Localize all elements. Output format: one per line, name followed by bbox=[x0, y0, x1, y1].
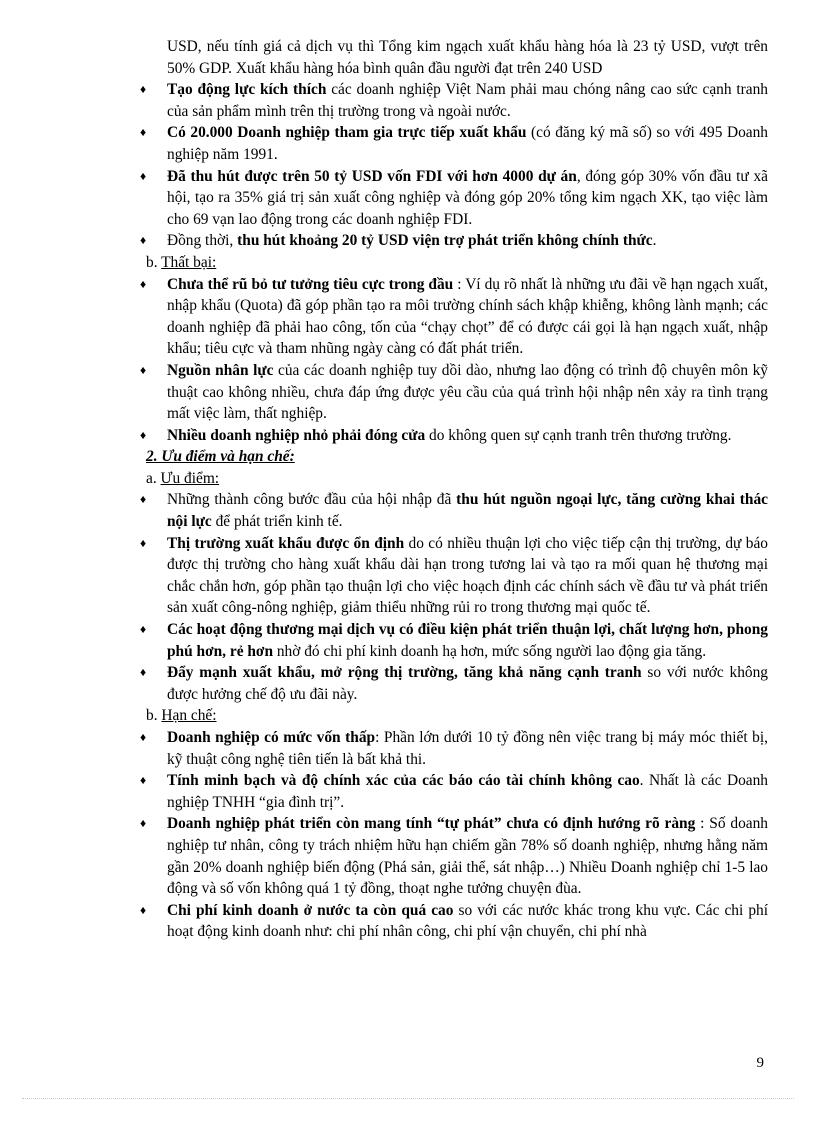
item-text: do không quen sự cạnh tranh trên thương trường. bbox=[425, 426, 732, 444]
list-item bbox=[140, 727, 768, 770]
subheading-uu-diem bbox=[140, 468, 768, 490]
page-content bbox=[140, 36, 768, 943]
list-item bbox=[140, 230, 768, 252]
bold-phrase: Tạo động lực kích thích bbox=[167, 81, 327, 99]
bold-phrase: Doanh nghiệp phát triển còn mang tính “tự phát” chưa có định hướng rõ ràng bbox=[167, 815, 696, 833]
bold-phrase: Nguồn nhân lực bbox=[167, 361, 274, 379]
bold-phrase: Chưa thể rũ bỏ tư tưởng tiêu cực trong đầu bbox=[167, 275, 454, 293]
item-text: Đồng thời, bbox=[167, 232, 238, 250]
bold-phrase: Chi phí kinh doanh ở nước ta còn quá cao bbox=[167, 901, 454, 919]
subheading-han-che bbox=[140, 705, 768, 727]
section-heading: 2. Ưu điểm và hạn chế: bbox=[146, 448, 295, 466]
diamond-bullet-icon: ♦ bbox=[140, 233, 147, 248]
diamond-bullet-icon: ♦ bbox=[140, 535, 147, 550]
list-item bbox=[140, 489, 768, 532]
item-text: : Ví dụ rõ nhất là những ưu đãi về hạn ngạch xuất, nhập khẩu (Quota) đã góp phần tạo ra môi trường chính sách khập khiễng, không lành mạnh; các doanh nghiệp đã phải hao công, tốn của “chạy chọt” để có được cái gọi là hạn ngạch xuất, nhập khẩu; tiêu cực và tham nhũng ngày càng có đất phát triển. bbox=[167, 275, 768, 358]
list-item bbox=[140, 533, 768, 619]
item-text: nhờ đó chi phí kinh doanh hạ hơn, mức sống người lao động gia tăng. bbox=[273, 642, 707, 660]
diamond-bullet-icon: ♦ bbox=[140, 125, 147, 140]
item-text: (có đăng ký mã số) so với 495 Doanh nghiệp năm 1991. bbox=[167, 124, 768, 163]
list-item bbox=[140, 770, 768, 813]
bold-phrase: thu hút khoảng 20 tỷ USD viện trợ phát triển không chính thức bbox=[237, 232, 653, 250]
item-text: so với các nước khác trong khu vực. Các chi phí hoạt động kinh doanh như: chi phí nhân công, chi phí vận chuyển, chi phí nhà bbox=[167, 901, 768, 941]
subheading-label: Hạn chế: bbox=[161, 707, 217, 725]
list-item bbox=[140, 900, 768, 943]
subheading-prefix: b. bbox=[146, 707, 162, 725]
subheading-label: Thất bại: bbox=[161, 253, 217, 271]
diamond-bullet-icon: ♦ bbox=[140, 902, 147, 917]
bold-phrase: Tính minh bạch và độ chính xác của các báo cáo tài chính không cao bbox=[167, 772, 640, 790]
item-text: do có nhiều thuận lợi cho việc tiếp cận thị trường, dự báo được thị trường cho hàng xuất khẩu dài hạn trong tương lai và tạo ra mối quan hệ thương mại chắc chắn hơn, góp phần tạo thuận lợi cho việc hoạch định các chính sách về đầu tư và phát triển sản xuất công-nông nghiệp, giảm thiểu những rủi ro trong thương mại quốc tế. bbox=[167, 534, 768, 617]
bold-phrase: thu hút nguồn ngoại lực, tăng cường khai thác nội lực bbox=[167, 491, 768, 531]
page-number: 9 bbox=[756, 1055, 764, 1071]
list-item bbox=[140, 122, 768, 165]
subheading-label: Ưu điểm: bbox=[160, 469, 220, 487]
bold-phrase: Nhiều doanh nghiệp nhỏ phải đóng cửa bbox=[167, 426, 426, 444]
diamond-bullet-icon: ♦ bbox=[140, 816, 147, 831]
bold-phrase: Đẩy mạnh xuất khẩu, mở rộng thị trường, tăng khả năng cạnh tranh bbox=[167, 664, 642, 682]
bold-phrase: Đã thu hút được trên 50 tỷ USD vốn FDI với hơn 4000 dự án bbox=[167, 167, 577, 185]
list-item bbox=[140, 360, 768, 425]
item-text: : Số doanh nghiệp tư nhân, công ty trách nhiệm hữu hạn chiếm gần 78% số doanh nghiệp, nhưng hằng năm gần 20% doanh nghiệp biến động (Phá sản, giải thể, sát nhập…) Nhiều Doanh nghiệp chỉ 1-5 lao động và số vốn không quá 1 tỷ đồng, thoạt nghe tưởng chuyện đùa. bbox=[167, 815, 769, 898]
list-item bbox=[140, 166, 768, 231]
item-text: các doanh nghiệp Việt Nam phải mau chóng nâng cao sức cạnh tranh của sản phẩm mình trên thị trường trong và ngoài nước. bbox=[167, 81, 768, 120]
item-text: . bbox=[652, 232, 657, 250]
diamond-bullet-icon: ♦ bbox=[140, 730, 147, 744]
list-item bbox=[140, 813, 768, 899]
bold-phrase: Có 20.000 Doanh nghiệp tham gia trực tiếp xuất khẩu bbox=[167, 124, 527, 142]
list-item bbox=[140, 662, 768, 705]
page-footer-divider bbox=[22, 1098, 794, 1099]
subheading-prefix: b. bbox=[146, 253, 162, 271]
diamond-bullet-icon: ♦ bbox=[140, 362, 147, 377]
bold-phrase: Doanh nghiệp có mức vốn thấp bbox=[167, 729, 376, 746]
subheading-that-bai bbox=[140, 252, 768, 274]
diamond-bullet-icon: ♦ bbox=[140, 168, 147, 183]
list-item bbox=[140, 425, 768, 447]
diamond-bullet-icon: ♦ bbox=[140, 665, 147, 680]
item-text: của các doanh nghiệp tuy dồi dào, nhưng lao động có trình độ chuyên môn kỹ thuật cao không nhiều, chưa đáp ứng được yêu cầu của quá trình hội nhập nên xảy ra tình trạng mất việc làm, thất nghiệp. bbox=[167, 361, 768, 423]
item-text: so với nước không được hưởng chế độ ưu đãi này. bbox=[167, 664, 768, 703]
diamond-bullet-icon: ♦ bbox=[140, 276, 147, 291]
list-item bbox=[140, 619, 768, 662]
bold-phrase: Thị trường xuất khẩu được ổn định bbox=[167, 534, 405, 552]
item-text: . Nhất là các Doanh nghiệp TNHH “gia đình trị”. bbox=[167, 772, 768, 811]
item-text: , đóng góp 30% vốn đầu tư xã hội, tạo ra 35% giá trị sản xuất công nghiệp và đóng góp 20% tổng kim ngạch XK, tạo việc làm cho 69 vạn lao động trong các doanh nghiệp FDI. bbox=[167, 167, 768, 228]
item-text: : Phần lớn dưới 10 tỷ đồng nên việc trang bị máy móc thiết bị, kỹ thuật công nghệ tiên tiến là bất khả thi. bbox=[167, 729, 768, 768]
list-item bbox=[140, 274, 768, 360]
diamond-bullet-icon: ♦ bbox=[140, 492, 147, 507]
paragraph-continuation: USD, nếu tính giá cả dịch vụ thì Tổng kim ngạch xuất khẩu hàng hóa là 23 tỷ USD, vượt trên 50% GDP. Xuất khẩu hàng hóa bình quân đầu người đạt trên 240 USD bbox=[167, 38, 768, 77]
subheading-prefix: a. bbox=[146, 469, 161, 487]
list-item bbox=[140, 79, 768, 122]
item-text: Những thành công bước đầu của hội nhập đã bbox=[167, 491, 457, 509]
diamond-bullet-icon: ♦ bbox=[140, 82, 147, 97]
item-text: để phát triển kinh tế. bbox=[211, 513, 343, 531]
diamond-bullet-icon: ♦ bbox=[140, 622, 147, 637]
bold-phrase: Các hoạt động thương mại dịch vụ có điều kiện phát triển thuận lợi, chất lượng hơn, phong phú hơn, rẻ hơn bbox=[167, 621, 768, 660]
diamond-bullet-icon: ♦ bbox=[140, 427, 147, 442]
diamond-bullet-icon: ♦ bbox=[140, 773, 147, 788]
